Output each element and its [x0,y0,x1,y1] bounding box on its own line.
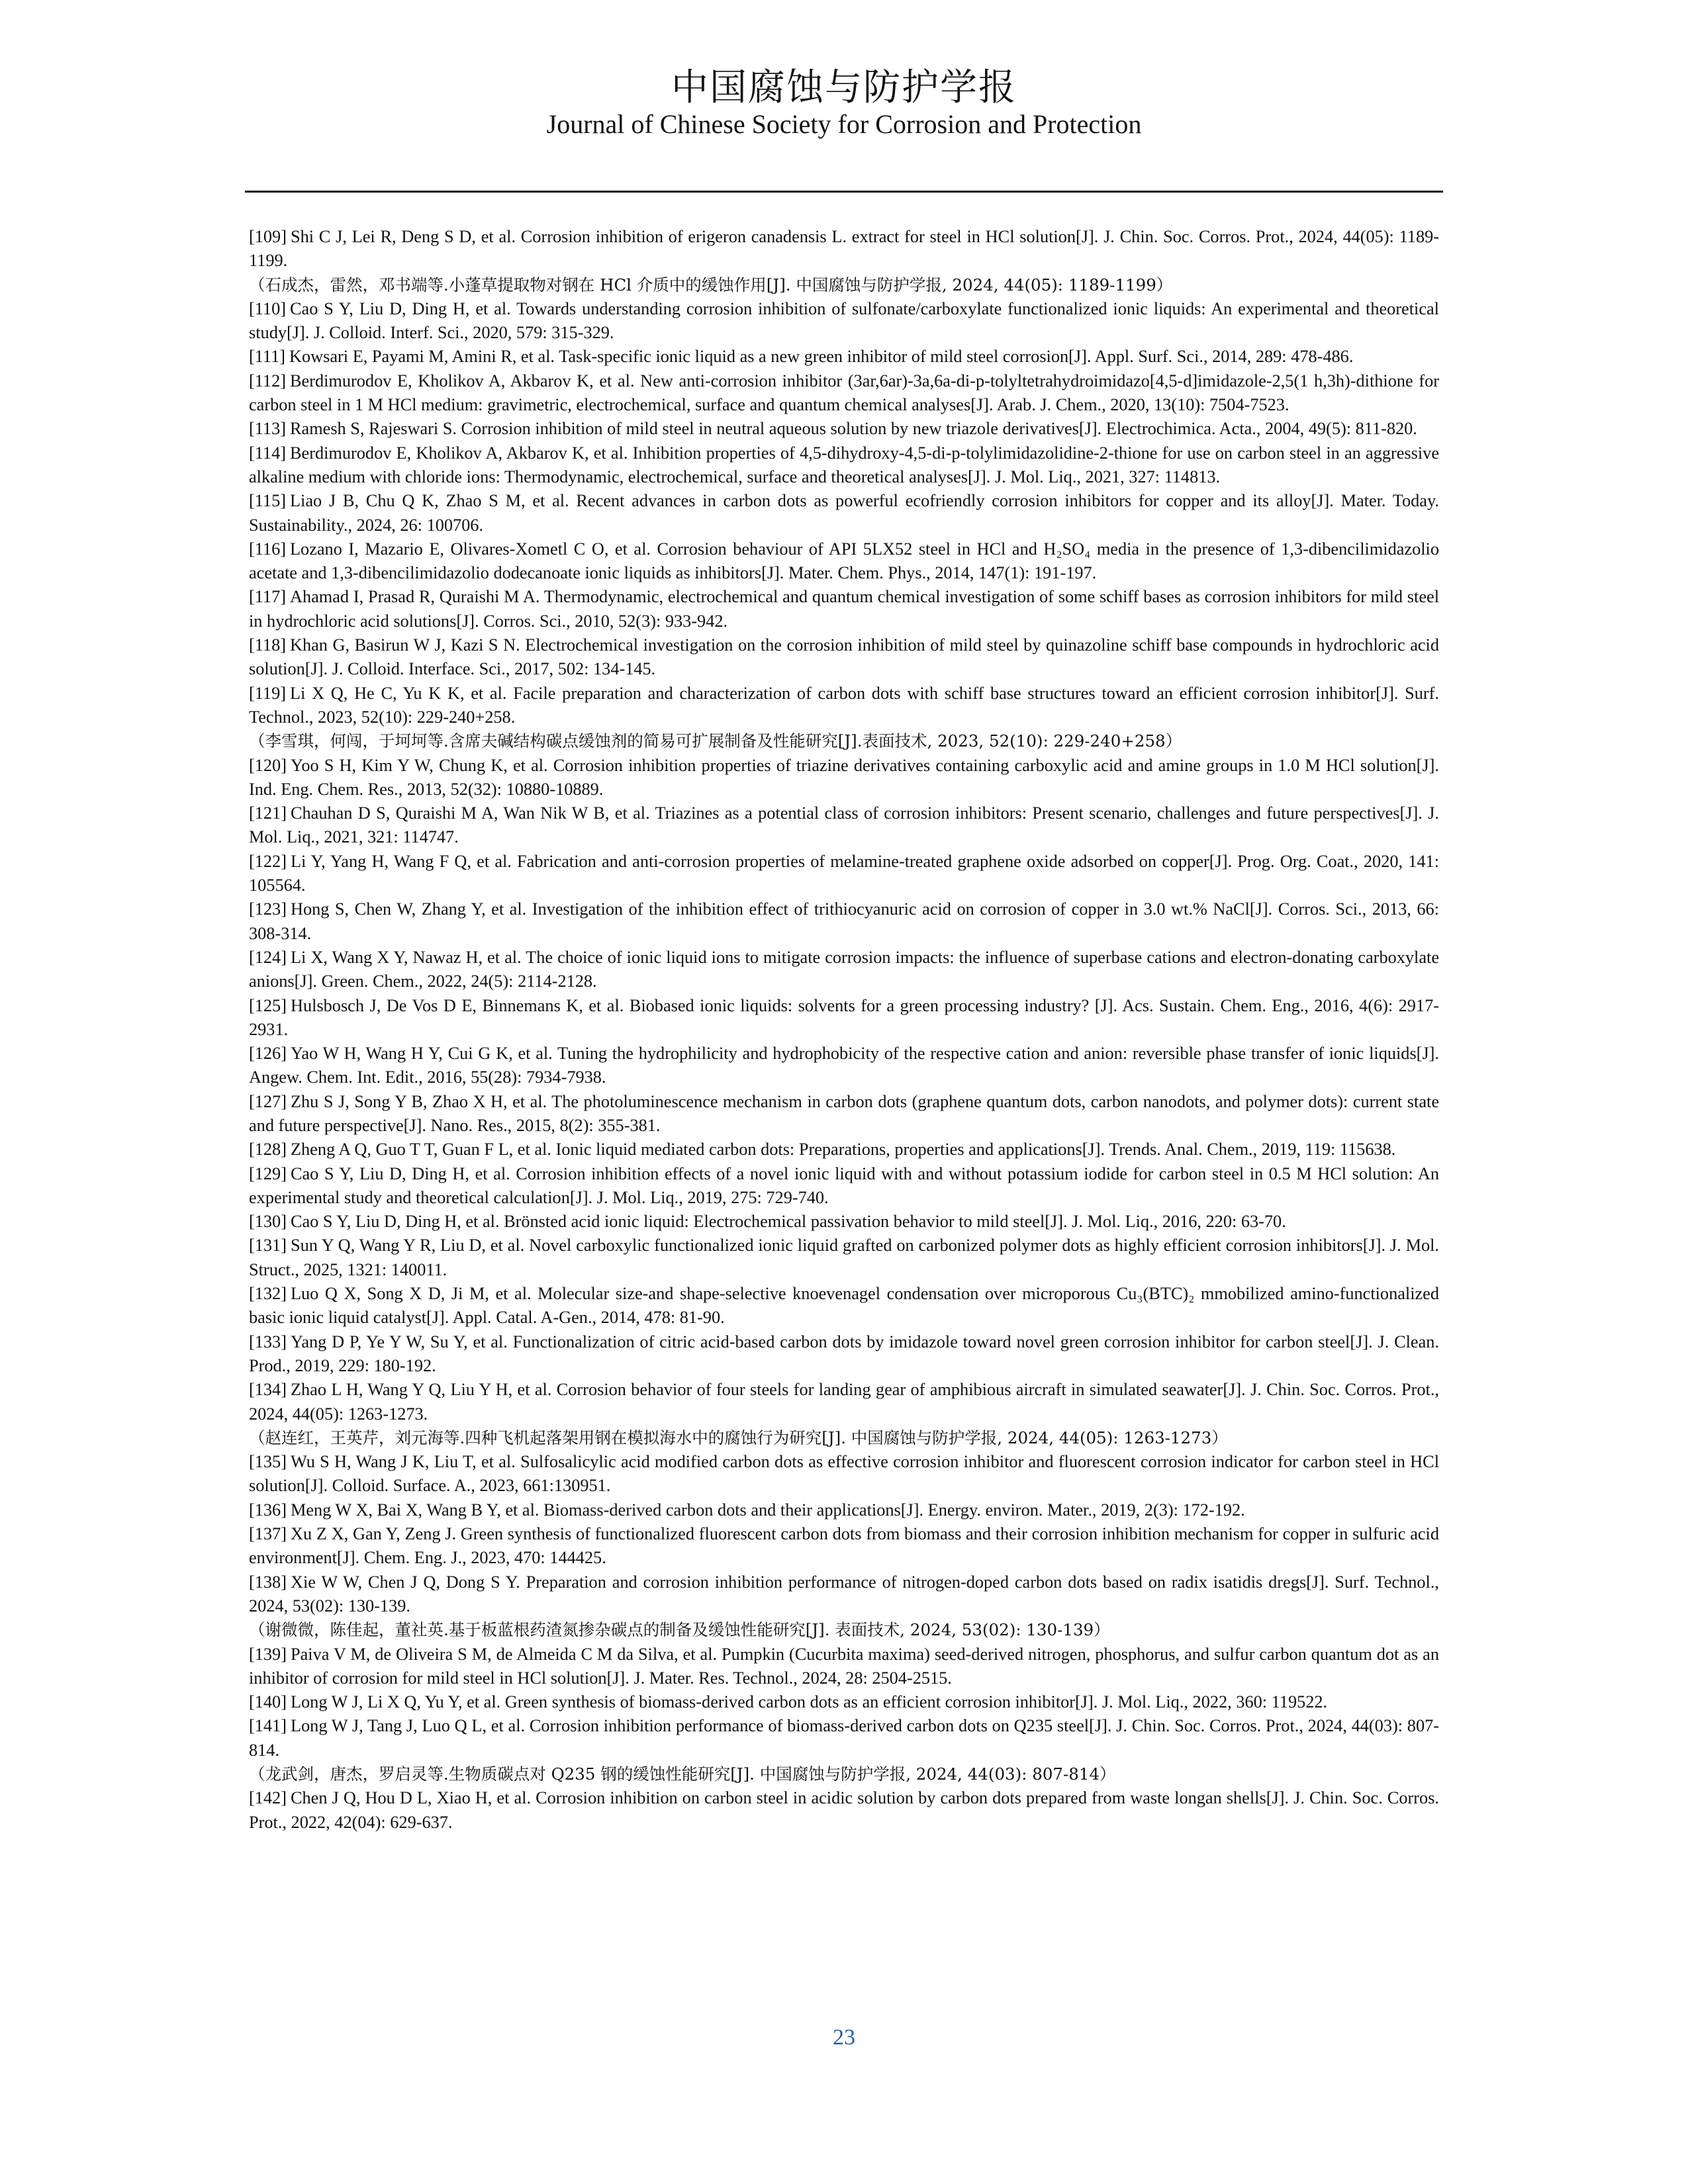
reference-text: Yoo S H, Kim Y W, Chung K, et al. Corrosion inhibition properties of triazine derivatives containing carboxylic acid and amine groups in 1.0 M HCl solution[J]. Ind. Eng. Chem. Res., 2013, 52(32): 10880-10889. [249,755,1439,799]
reference-item [249,1138,1439,1161]
reference-number: [125] [249,995,287,1015]
reference-text: Chauhan D S, Quraishi M A, Wan Nik W B, et al. Triazines as a potential class of corrosion inhibitors: Present scenario, challenges and future perspectives[J]. J. Mol. Liq., 2021, 321: 114747. [249,803,1439,847]
reference-text: Khan G, Basirun W J, Kazi S N. Electrochemical investigation on the corrosion inhibition of mild steel by quinazoline schiff base compounds in hydrochloric acid solution[J]. J. Colloid. Interface. Sci., 2017, 502: 134-145. [249,635,1439,679]
reference-text: Yang D P, Ye Y W, Su Y, et al. Functionalization of citric acid-based carbon dots by imidazole toward novel green corrosion inhibitor for carbon steel[J]. J. Clean. Prod., 2019, 229: 180-192. [249,1332,1439,1375]
reference-text: Zhu S J, Song Y B, Zhao X H, et al. The photoluminescence mechanism in carbon dots (graphene quantum dots, carbon nanodots, and polymer dots): current state and future perspective[J]. Nano. Res., 2015, 8(2): 355-381. [249,1091,1439,1135]
reference-text: Meng W X, Bai X, Wang B Y, et al. Biomass-derived carbon dots and their applications[J]. Energy. environ. Mater., 2019, 2(3): 172-192. [290,1500,1245,1520]
reference-text: Long W J, Tang J, Luo Q L, et al. Corrosion inhibition performance of biomass-derived carbon dots on Q235 steel[J]. J. Chin. Soc. Corros. Prot., 2024, 44(03): 807-814. [249,1716,1439,1760]
reference-number: [140] [249,1692,287,1712]
reference-item [249,1042,1439,1090]
reference-item [249,1234,1439,1282]
reference-text: Hong S, Chen W, Zhang Y, et al. Investigation of the inhibition effect of trithiocyanuric acid on corrosion of copper in 3.0 wt.% NaCl[J]. Corros. Sci., 2013, 66: 308-314. [249,899,1439,943]
reference-translation [249,1618,1439,1642]
reference-number: [121] [249,803,287,823]
reference-number: [134] [249,1380,287,1400]
reference-number: [117] [249,587,286,607]
reference-text: Li X, Wang X Y, Nawaz H, et al. The choice of ionic liquid ions to mitigate corrosion impacts: the influence of superbase cations and electron-donating carboxylate anions[J]. Green. Chem., 2022, 24(5): 2114-2128. [249,947,1439,991]
reference-number: [141] [249,1716,287,1736]
reference-number: [115] [249,491,286,511]
reference-text: Sun Y Q, Wang Y R, Liu D, et al. Novel carboxylic functionalized ionic liquid grafted on carbonized polymer dots as highly efficient corrosion inhibitors[J]. J. Mol. Struct., 2025, 1321: 140011. [249,1236,1439,1279]
reference-item [249,946,1439,994]
reference-text: Lozano I, Mazario E, Olivares-Xometl C O, et al. Corrosion behaviour of API 5LX52 steel in HCl and H₂SO₄ media in the presence of 1,3-dibencilimidazolio acetate and 1,3-dibencilimidazolio dodecanoate ionic liquids as inhibitors[J]. Mater. Chem. Phys., 2014, 147(1): 191-197. [249,539,1439,583]
reference-item [249,417,1439,441]
reference-item [249,369,1439,418]
reference-number: [142] [249,1788,287,1808]
reference-number: [136] [249,1500,287,1520]
reference-number: [131] [249,1236,287,1255]
reference-number: [109] [249,227,287,246]
reference-translation [249,1762,1439,1786]
reference-item [249,994,1439,1042]
reference-item [249,1570,1439,1619]
reference-number: [137] [249,1524,287,1544]
reference-item [249,897,1439,946]
reference-number: [133] [249,1332,287,1351]
journal-title-en: Journal of Chinese Society for Corrosion and Protection [546,109,1142,139]
reference-number: [126] [249,1044,287,1064]
reference-item [249,850,1439,898]
reference-list [249,225,1439,1835]
reference-number: [135] [249,1452,287,1472]
reference-text: Chen J Q, Hou D L, Xiao H, et al. Corrosion inhibition on carbon steel in acidic solution by carbon dots prepared from waste longan shells[J]. J. Chin. Soc. Corros. Prot., 2022, 42(04): 629-637. [249,1788,1439,1832]
reference-item [249,1378,1439,1426]
reference-item [249,1643,1439,1691]
reference-number: [112] [249,371,286,390]
reference-item [249,801,1439,850]
reference-item [249,1210,1439,1234]
reference-number: [122] [249,851,287,871]
reference-text: Zheng A Q, Guo T T, Guan F L, et al. Ionic liquid mediated carbon dots: Preparations, properties and applications[J]. Trends. Anal. Chem., 2019, 119: 115638. [290,1140,1396,1160]
reference-text: Hulsbosch J, De Vos D E, Binnemans K, et al. Biobased ionic liquids: solvents for a green processing industry? [J]. Acs. Sustain. Chem. Eng., 2016, 4(6): 2917-2931. [249,995,1439,1039]
reference-number: [124] [249,947,287,967]
reference-text: Berdimurodov E, Kholikov A, Akbarov K, et al. New anti-corrosion inhibitor (3ar,6ar)-3a,6a-di-p-tolyltetrahydroimidazo[4,5-d]imidazole-2,5(1 h,3h)-dithione for carbon steel in 1 M HCl medium: gravimetric, electrochemical, surface and quantum chemical analyses[J]. Arab. J. Chem., 2020, 13(10): 7504-7523. [249,371,1439,415]
reference-number: [138] [249,1572,287,1592]
reference-translation [249,729,1439,753]
reference-number: [111] [249,347,286,367]
reference-item [249,1522,1439,1570]
reference-number: [127] [249,1091,287,1111]
reference-number: [130] [249,1212,287,1232]
reference-number: [123] [249,899,287,919]
reference-item [249,1090,1439,1138]
reference-text: Long W J, Li X Q, Yu Y, et al. Green synthesis of biomass-derived carbon dots as an efficient corrosion inhibitor[J]. J. Mol. Liq., 2022, 360: 119522. [290,1692,1328,1712]
reference-text: Cao S Y, Liu D, Ding H, et al. Brönsted acid ionic liquid: Electrochemical passivation behavior to mild steel[J]. J. Mol. Liq., 2016, 220: 63-70. [290,1212,1286,1232]
reference-translation [249,273,1439,297]
reference-text: Liao J B, Chu Q K, Zhao S M, et al. Recent advances in carbon dots as powerful ecofriendly corrosion inhibitors for copper and its alloy[J]. Mater. Today. Sustainability., 2024, 26: 100706. [249,491,1439,535]
reference-item [249,754,1439,802]
reference-item [249,1162,1439,1210]
reference-item [249,1690,1439,1714]
reference-number: [129] [249,1163,287,1183]
reference-number: [132] [249,1284,287,1304]
reference-item [249,441,1439,490]
reference-text: Li Y, Yang H, Wang F Q, et al. Fabrication and anti-corrosion properties of melamine-treated graphene oxide adsorbed on copper[J]. Prog. Org. Coat., 2020, 141: 105564. [249,851,1439,895]
reference-text: Berdimurodov E, Kholikov A, Akbarov K, et al. Inhibition properties of 4,5-dihydroxy-4,5-di-p-tolylimidazolidine-2-thione for use on carbon steel in an aggressive alkaline medium with chloride ions: Thermodynamic, electrochemical, surface and theoretical analyses[J]. J. Mol. Liq., 2021, 327: 114813. [249,443,1439,486]
reference-text: Xie W W, Chen J Q, Dong S Y. Preparation and corrosion inhibition performance of nitrogen-doped carbon dots based on radix isatidis dregs[J]. Surf. Technol., 2024, 53(02): 130-139. [249,1572,1439,1615]
reference-text: Zhao L H, Wang Y Q, Liu Y H, et al. Corrosion behavior of four steels for landing gear of amphibious aircraft in simulated seawater[J]. J. Chin. Soc. Corros. Prot., 2024, 44(05): 1263-1273. [249,1380,1439,1424]
reference-number: [114] [249,443,286,463]
reference-item [249,297,1439,345]
reference-number: [128] [249,1140,287,1160]
reference-item [249,1714,1439,1762]
reference-text: Kowsari E, Payami M, Amini R, et al. Task-specific ionic liquid as a new green inhibitor of mild steel corrosion[J]. Appl. Surf. Sci., 2014, 289: 478-486. [289,347,1354,367]
reference-number: [120] [249,755,287,775]
reference-text: （李雪琪，何闯，于坷坷等.含席夫碱结构碳点缓蚀剂的简易可扩展制备及性能研究[J].表面技术, 2023, 52(10): 229-240+258） [249,731,1182,751]
reference-text: Cao S Y, Liu D, Ding H, et al. Towards understanding corrosion inhibition of sulfonate/carboxylate functionalized ionic liquids: An experimental and theoretical study[J]. J. Colloid. Interf. Sci., 2020, 579: 315-329. [249,298,1439,343]
reference-text: Cao S Y, Liu D, Ding H, et al. Corrosion inhibition effects of a novel ionic liquid with and without potassium iodide for carbon steel in 0.5 M HCl solution: An experimental study and theoretical calculation[J]. J. Mol. Liq., 2019, 275: 729-740. [249,1163,1439,1207]
reference-text: （石成杰，雷然，邓书端等.小蓬草提取物对钢在 HCl 介质中的缓蚀作用[J]. 中国腐蚀与防护学报, 2024, 44(05): 1189-1199） [249,275,1173,295]
reference-text: Li X Q, He C, Yu K K, et al. Facile preparation and characterization of carbon dots with schiff base structures toward an efficient corrosion inhibitor[J]. Surf. Technol., 2023, 52(10): 229-240+258. [249,683,1439,727]
reference-number: [118] [249,635,286,655]
reference-translation [249,1426,1439,1450]
reference-number: [110] [249,298,286,318]
reference-item [249,585,1439,633]
reference-item [249,682,1439,730]
reference-text: Shi C J, Lei R, Deng S D, et al. Corrosion inhibition of erigeron canadensis L. extract for steel in HCl solution[J]. J. Chin. Soc. Corros. Prot., 2024, 44(05): 1189-1199. [249,227,1439,271]
reference-item [249,1450,1439,1498]
journal-title-cn: 中国腐蚀与防护学报 [671,66,1017,109]
reference-item [249,633,1439,682]
reference-item [249,1282,1439,1330]
reference-text: （谢微微，陈佳起，董社英.基于板蓝根药渣氮掺杂碳点的制备及缓蚀性能研究[J]. 表面技术, 2024, 53(02): 130-139） [249,1620,1110,1640]
reference-item [249,1786,1439,1835]
reference-text: Paiva V M, de Oliveira S M, de Almeida C M da Silva, et al. Pumpkin (Cucurbita maxima) seed-derived nitrogen, phosphorus, and sulfur carbon quantum dot as an inhibitor of corrosion for mild steel in HCl solution[J]. J. Mater. Res. Technol., 2024, 28: 2504-2515. [249,1644,1439,1688]
reference-text: Luo Q X, Song X D, Ji M, et al. Molecular size-and shape-selective knoevenagel condensation over microporous Cu₃(BTC)₂ mmobilized amino-functionalized basic ionic liquid catalyst[J]. Appl. Catal. A-Gen., 2014, 478: 81-90. [249,1284,1439,1328]
reference-item [249,489,1439,537]
reference-text: （赵连红，王英芹，刘元海等.四种飞机起落架用钢在模拟海水中的腐蚀行为研究[J]. 中国腐蚀与防护学报, 2024, 44(05): 1263-1273） [249,1428,1228,1447]
reference-text: Xu Z X, Gan Y, Zeng J. Green synthesis of functionalized fluorescent carbon dots from biomass and their corrosion inhibition mechanism for copper in sulfuric acid environment[J]. Chem. Eng. J., 2023, 470: 144425. [249,1524,1439,1568]
reference-text: Yao W H, Wang H Y, Cui G K, et al. Tuning the hydrophilicity and hydrophobicity of the respective cation and anion: reversible phase transfer of ionic liquids[J]. Angew. Chem. Int. Edit., 2016, 55(28): 7934-7938. [249,1044,1439,1087]
reference-item [249,1330,1439,1379]
reference-number: [119] [249,683,286,703]
reference-item [249,345,1439,369]
reference-item [249,225,1439,273]
reference-item [249,1498,1439,1522]
reference-text: Ramesh S, Rajeswari S. Corrosion inhibition of mild steel in neutral aqueous solution by new triazole derivatives[J]. Electrochimica. Acta., 2004, 49(5): 811-820. [289,419,1417,439]
page-number: 23 [833,2025,855,2050]
reference-number: [113] [249,419,286,439]
reference-item [249,537,1439,586]
reference-text: （龙武剑，唐杰，罗启灵等.生物质碳点对 Q235 钢的缓蚀性能研究[J]. 中国腐蚀与防护学报, 2024, 44(03): 807-814） [249,1764,1116,1784]
header-divider [245,191,1443,193]
reference-number: [139] [249,1644,287,1664]
reference-text: Ahamad I, Prasad R, Quraishi M A. Thermodynamic, electrochemical and quantum chemical investigation of some schiff bases as corrosion inhibitors for mild steel in hydrochloric acid solutions[J]. Corros. Sci., 2010, 52(3): 933-942. [249,587,1439,631]
reference-text: Wu S H, Wang J K, Liu T, et al. Sulfosalicylic acid modified carbon dots as effective corrosion inhibitor and fluorescent corrosion indicator for carbon steel in HCl solution[J]. Colloid. Surface. A., 2023, 661:130951. [249,1452,1439,1496]
reference-number: [116] [249,539,286,559]
